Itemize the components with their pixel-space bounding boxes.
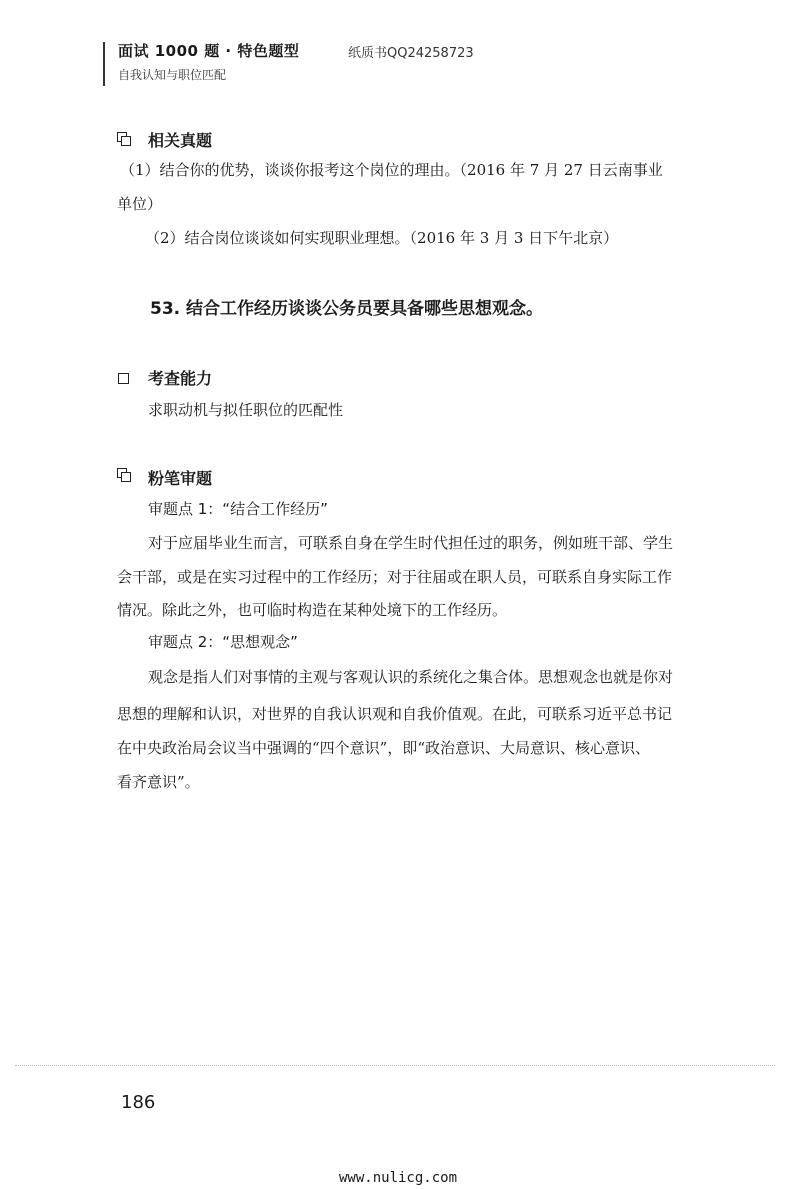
review-point1-line-1: 对于应届毕业生而言，可联系自身在学生时代担任过的职务，例如班干部、学生	[148, 534, 674, 552]
ability-text: 求职动机与拟任职位的匹配性	[148, 401, 344, 419]
review-point2-line-3: 在中央政治局会议当中强调的“四个意识”，即“政治意识、大局意识、核心意识、	[117, 739, 651, 757]
section-icon	[117, 132, 129, 144]
question-title: 53. 结合工作经历谈谈公务员要具备哪些思想观念。	[150, 299, 544, 319]
review-heading: 粉笔审题	[148, 469, 213, 488]
review-point2-line-2: 思想的理解和认识，对世界的自我认识观和自我价值观。在此，可联系习近平总书记	[117, 705, 673, 723]
review-point1-line-2: 会干部，或是在实习过程中的工作经历；对于往届或在职人员，可联系自身实际工作	[117, 568, 673, 586]
review-point2-title: 审题点 2：“思想观念”	[148, 633, 298, 651]
review-point2-line-1: 观念是指人们对事情的主观与客观认识的系统化之集合体。思想观念也就是你对	[148, 668, 674, 686]
review-point1-line-3: 情况。除此之外，也可临时构造在某种处境下的工作经历。	[117, 601, 508, 619]
watermark-text: 纸质书QQ24258723	[348, 46, 474, 61]
footer-url: www.nulicg.com	[339, 1170, 458, 1186]
footer-divider	[15, 1065, 775, 1066]
running-title: 面试 1000 题 · 特色题型	[118, 42, 300, 60]
page-number: 186	[121, 1092, 156, 1113]
checkbox-icon	[118, 373, 129, 384]
section-icon	[117, 468, 129, 480]
related-line-3: （2）结合岗位谈谈如何实现职业理想。（2016 年 3 月 3 日下午北京）	[145, 229, 619, 247]
review-point2-line-4: 看齐意识”。	[117, 773, 200, 791]
header-divider	[103, 42, 105, 86]
related-heading: 相关真题	[148, 131, 213, 150]
review-point1-title: 审题点 1：“结合工作经历”	[148, 500, 328, 518]
related-line-2: 单位）	[117, 195, 163, 213]
ability-heading: 考查能力	[148, 369, 213, 388]
running-subtitle: 自我认知与职位匹配	[118, 68, 227, 82]
related-line-1: （1）结合你的优势，谈谈你报考这个岗位的理由。（2016 年 7 月 27 日云南事业	[120, 161, 663, 179]
